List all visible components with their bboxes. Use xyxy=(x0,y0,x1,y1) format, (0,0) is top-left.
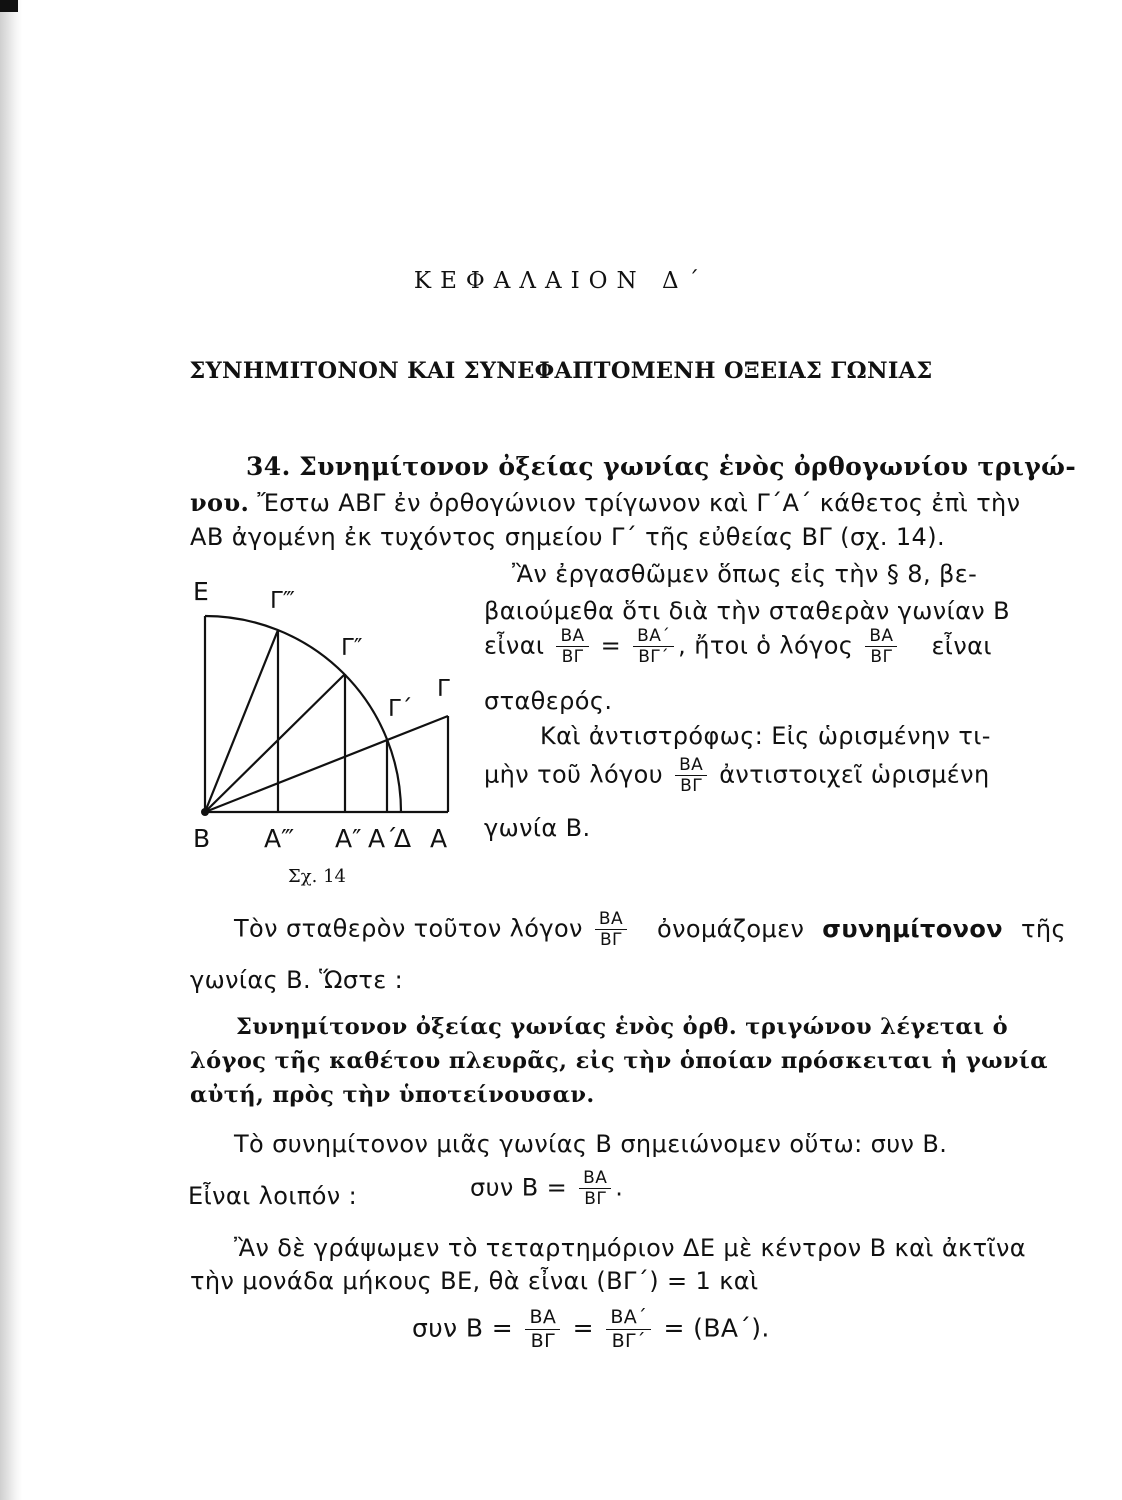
label-g2: Γ″ xyxy=(341,635,363,661)
side-line-5: Καὶ ἀντιστρόφως: Εἰς ὡρισμένην τι- xyxy=(540,722,991,750)
fraction-numerator: ΒΑ xyxy=(598,909,623,929)
equals-sign: = xyxy=(600,631,622,660)
fraction-denominator: ΒΓ xyxy=(579,1188,611,1209)
side-line-7: γωνία Β. xyxy=(484,814,591,842)
side-word-einai-2: εἶναι xyxy=(931,631,992,660)
label-g: Γ xyxy=(437,676,450,702)
segment-bg xyxy=(205,716,448,812)
definition-line-3: αὐτή, πρὸς τὴν ὑποτείνουσαν. xyxy=(190,1082,595,1108)
vertex-b-dot xyxy=(201,808,209,816)
fraction-ba-bg xyxy=(525,1306,560,1353)
fraction-ba1-bg1 xyxy=(606,1306,651,1353)
fraction-numerator: ΒΑ΄ xyxy=(610,1306,648,1328)
fraction-denominator: ΒΓ xyxy=(865,646,897,667)
section-line-2: ΑΒ ἀγομένη ἐκ τυχόντος σημείου Γ΄ τῆς εὐθείας ΒΓ (σχ. 14). xyxy=(190,523,946,551)
fraction-ba-bg xyxy=(675,755,707,796)
fraction-denominator: ΒΓ΄ xyxy=(606,1329,651,1353)
equation-1-label: Εἶναι λοιπόν : xyxy=(188,1182,358,1210)
fraction-ba-bg xyxy=(579,1168,611,1209)
fraction-denominator: ΒΓ΄ xyxy=(633,646,674,667)
term-synimitonon: συνημίτονον xyxy=(822,914,1004,943)
body-text: τῆς xyxy=(1021,914,1066,943)
body-line-4: τὴν μονάδα μήκους ΒΕ, θὰ εἶναι (ΒΓ΄) = 1 καὶ xyxy=(190,1267,759,1295)
section-heading-end: νου. xyxy=(190,488,250,517)
label-a3: Α‴ xyxy=(264,824,295,853)
fraction-numerator: ΒΑ xyxy=(560,626,585,646)
label-a2: Α″ xyxy=(335,824,362,853)
equation-rhs: (ΒΑ΄). xyxy=(693,1313,770,1343)
side-line-6 xyxy=(484,755,990,796)
equals-sign: = xyxy=(663,1313,685,1343)
fraction-ba1-bg1 xyxy=(633,626,674,667)
label-e: Ε xyxy=(193,577,209,606)
body-line-1 xyxy=(234,909,1066,950)
fraction-numerator: ΒΑ xyxy=(583,1168,608,1188)
figure-14 xyxy=(185,572,465,892)
side-text-timin: μὴν τοῦ λόγου xyxy=(484,760,664,789)
side-line-2: βαιούμεθα ὅτι διὰ τὴν σταθερὰν γωνίαν Β xyxy=(484,597,1011,625)
side-line-3 xyxy=(484,626,992,667)
side-line-4: σταθερός. xyxy=(484,687,613,715)
fraction-numerator: ΒΑ xyxy=(529,1306,557,1328)
section-number: 34. xyxy=(246,452,291,481)
body-text: Τὸν σταθερὸν τοῦτον λόγον xyxy=(234,914,583,943)
chapter-title: ΣΥΝΗΜΙΤΟΝΟΝ ΚΑΙ ΣΥΝΕΦΑΠΤΟΜΕΝΗ ΟΞΕΙΑΣ ΓΩΝΙΑΣ xyxy=(189,358,933,384)
equation-1 xyxy=(470,1168,623,1209)
fraction-denominator: ΒΓ xyxy=(556,646,588,667)
fraction-numerator: ΒΑ xyxy=(679,755,704,775)
label-b: Β xyxy=(193,824,211,853)
side-word-einai: εἶναι xyxy=(484,631,545,660)
fraction-denominator: ΒΓ xyxy=(675,775,707,796)
label-d: Δ xyxy=(394,824,412,853)
label-g3: Γ‴ xyxy=(270,588,295,614)
label-a1: Α΄ xyxy=(368,824,398,853)
chapter-heading: ΚΕΦΑΛΑΙΟΝ Δ΄ xyxy=(413,268,709,294)
fraction-denominator: ΒΓ xyxy=(525,1329,560,1353)
side-line-1: Ἂν ἐργασθῶμεν ὅπως εἰς τὴν § 8, βε- xyxy=(512,560,978,588)
section-heading-line-1 xyxy=(246,452,1076,481)
body-line-3: Ἂν δὲ γράψωμεν τὸ τεταρτημόριον ΔΕ μὲ κέντρον Β καὶ ἀκτῖνα xyxy=(234,1234,1026,1262)
fraction-ba-bg xyxy=(865,626,897,667)
equation-lhs: συν Β = xyxy=(470,1173,568,1202)
figure-caption: Σχ. 14 xyxy=(288,866,346,887)
section-line-1 xyxy=(190,488,1020,517)
fraction-ba-bg xyxy=(595,909,627,950)
equation-period: . xyxy=(615,1173,624,1202)
label-a: Α xyxy=(430,824,448,853)
label-g1: Γ΄ xyxy=(388,696,413,722)
equation-2 xyxy=(412,1306,770,1353)
side-text-itoi: , ἤτοι ὁ λόγος xyxy=(678,631,854,660)
segment-bg2 xyxy=(205,674,345,812)
fraction-numerator: ΒΑ΄ xyxy=(637,626,671,646)
scan-corner-mark xyxy=(0,0,18,12)
fraction-denominator: ΒΓ xyxy=(595,929,627,950)
equation-lhs: συν Β = xyxy=(412,1313,514,1343)
section-text: Ἔστω ΑΒΓ ἐν ὀρθογώνιον τρίγωνον καὶ Γ΄Α΄ κάθετος ἐπὶ τὴν xyxy=(257,489,1021,517)
definition-line-2: λόγος τῆς καθέτου πλευρᾶς, εἰς τὴν ὁποίαν πρόσκειται ἡ γωνία xyxy=(190,1048,1048,1074)
body-text: ὀνομάζομεν xyxy=(657,914,805,943)
body-line-2: γωνίας Β. Ὥστε : xyxy=(190,966,404,994)
fraction-ba-bg xyxy=(556,626,588,667)
section-heading: Συνημίτονον ὀξείας γωνίας ἑνὸς ὀρθογωνίου τριγώ- xyxy=(299,452,1077,481)
definition-line-1: Συνημίτονον ὀξείας γωνίας ἑνὸς ὀρθ. τριγώνου λέγεται ὁ xyxy=(236,1014,1008,1040)
page-edge xyxy=(0,0,22,1500)
segment-bg3 xyxy=(205,630,278,812)
notation-line: Τὸ συνημίτονον μιᾶς γωνίας Β σημειώνομεν οὕτω: συν Β. xyxy=(234,1130,948,1158)
equals-sign: = xyxy=(572,1313,594,1343)
fraction-numerator: ΒΑ xyxy=(869,626,894,646)
side-text-antistoixei: ἀντιστοιχεῖ ὡρισμένη xyxy=(719,760,990,789)
